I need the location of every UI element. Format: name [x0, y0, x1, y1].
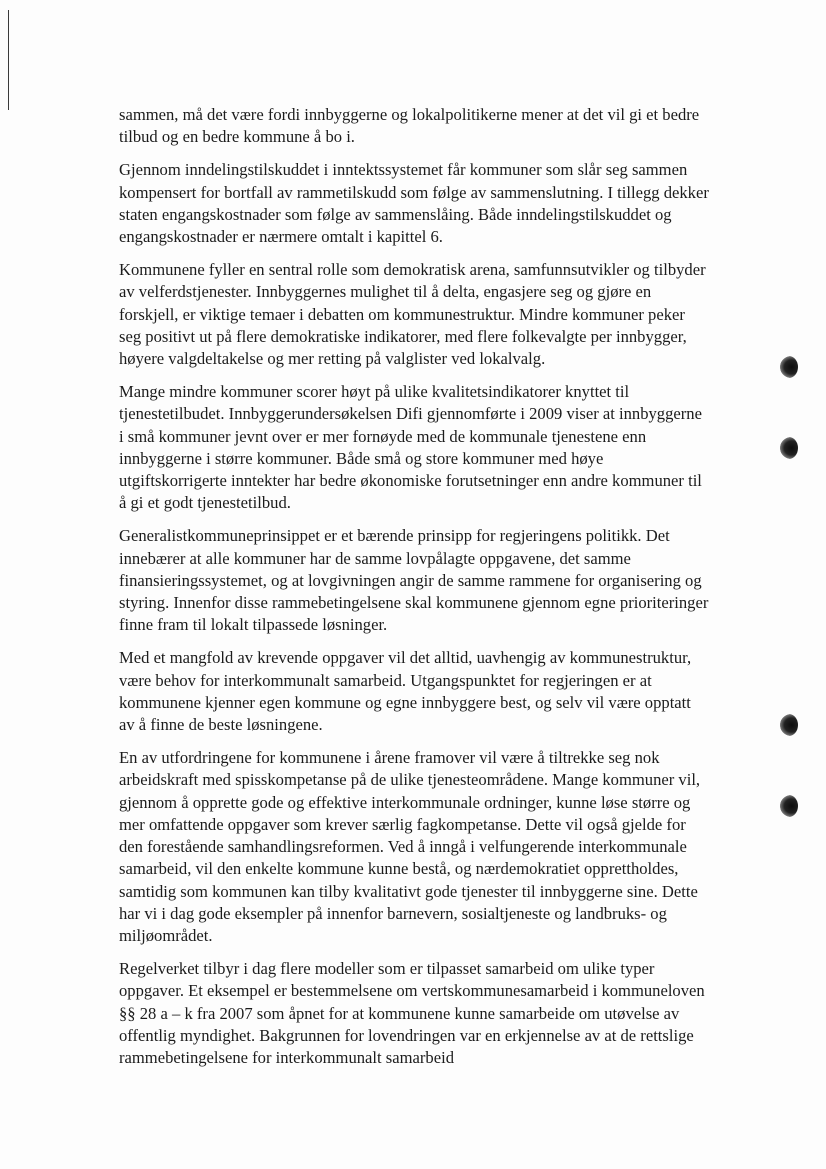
body-text — [119, 104, 709, 1080]
paragraph-7: En av utfordringene for kommunene i årene framover vil være å tiltrekke seg nok arbeidskraft med spisskompetanse på de ulike tjenesteområdene. Mange kommuner vil, gjennom å opprette gode og effektive interkommunale ordninger, kunne løse større og mer omfattende oppgaver som krever særlig fagkompetanse. Dette vil også gjelde for den forestående samhandlingsreformen. Ved å inngå i velfungerende interkommunale samarbeid, vil den enkelte kommune kunne bestå, og nærdemokratiet opprettholdes, samtidig som kommunen kan tilby kvalitativt gode tjenester til innbyggerne sine. Dette har vi i dag gode eksempler på innenfor barnevern, sosialtjeneste og landbruks- og miljøområdet. — [119, 748, 701, 945]
margin-line — [8, 10, 9, 110]
punch-hole-icon — [780, 795, 798, 817]
punch-hole-icon — [780, 437, 798, 459]
paragraph-2: Gjennom inndelingstilskuddet i inntektssystemet får kommuner som slår seg sammen kompensert for bortfall av rammetilskudd som følge av sammenslutning. I tillegg dekker staten engangskostnader som følge av sammenslåing. Både inndelingstilskuddet og engangskostnader er nærmere omtalt i kapittel 6. — [119, 160, 709, 247]
punch-hole-icon — [780, 714, 798, 736]
paragraph-6: Med et mangfold av krevende oppgaver vil det alltid, uavhengig av kommunestruktur, være behov for interkommunalt samarbeid. Utgangspunktet for regjeringen er at kommunene kjenner egen kommune og egne innbyggere best, og selv vil være opptatt av å finne de beste løsningene. — [119, 648, 692, 735]
paragraph-4: Mange mindre kommuner scorer høyt på ulike kvalitetsindikatorer knyttet til tjenestetilbudet. Innbyggerundersøkelsen Difi gjennomførte i 2009 viser at innbyggerne i små kommuner jevnt over er mer fornøyde med de kommunale tjenestene enn innbyggerne i større kommuner. Både små og store kommuner med høye utgiftskorrigerte inntekter har bedre økonomiske forutsetninger enn andre kommuner til å gi et godt tjenestetilbud. — [119, 382, 702, 513]
paragraph-1: sammen, må det være fordi innbyggerne og lokalpolitikerne mener at det vil gi et bedre tilbud og en bedre kommune å bo i. — [119, 105, 700, 147]
paragraph-5: Generalistkommuneprinsippet er et bærende prinsipp for regjeringens politikk. Det innebærer at alle kommuner har de samme lovpålagte oppgavene, det samme finansieringssystemet, og at lovgivningen angir de samme rammene for organisering og styring. Innenfor disse rammebetingelsene skal kommunene gjennom egne prioriteringer finne fram til lokalt tilpassede løsninger. — [119, 526, 709, 635]
paragraph-8: Regelverket tilbyr i dag flere modeller som er tilpasset samarbeid om ulike typer oppgaver. Et eksempel er bestemmelsene om vertskommunesamarbeid i kommuneloven §§ 28 a – k fra 2007 som åpnet for at kommunene kunne samarbeide om utøvelse av offentlig myndighet. Bakgrunnen for lovendringen var en erkjennelse av at de rettslige rammebetingelsene for interkommunalt samarbeid — [119, 959, 705, 1067]
paragraph-3: Kommunene fyller en sentral rolle som demokratisk arena, samfunnsutvikler og tilbyder av velferdstjenester. Innbyggernes mulighet til å delta, engasjere seg og gjøre en forskjell, er viktige temaer i debatten om kommunestruktur. Mindre kommuner peker seg positivt ut på flere demokratiske indikatorer, med flere folkevalgte per innbygger, høyere valgdeltakelse og mer retting på valglister ved lokalvalg. — [119, 260, 706, 369]
punch-hole-icon — [780, 356, 798, 378]
